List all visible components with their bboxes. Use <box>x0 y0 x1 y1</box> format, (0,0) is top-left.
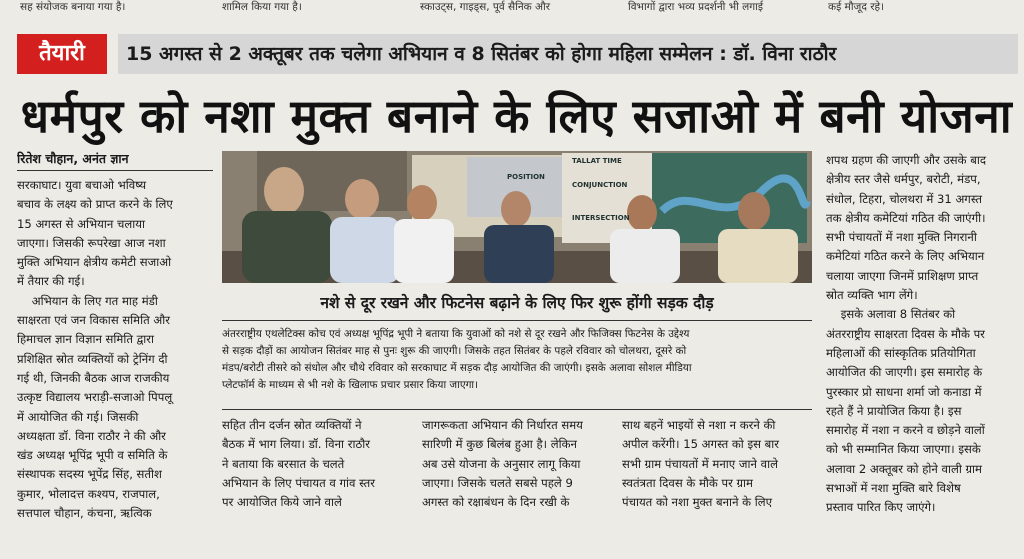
col5-line: महिलाओं की सांस्कृतिक प्रतियोगिता <box>826 345 976 360</box>
photo-rule <box>222 320 812 321</box>
col3-line: अब उसे योजना के अनुसार लागू किया <box>422 456 581 471</box>
col1-line: 15 अगस्त से अभियान चलाया <box>17 216 145 231</box>
board-label: CONJUNCTION <box>572 181 628 189</box>
col5-line: सभाओं में नशा मुक्ति बारे विशेष <box>826 481 961 496</box>
col3-line: अगस्त को रक्षाबंधन के दिन रखी के <box>422 495 570 510</box>
col5-line: संधोल, टिहरा, चोलथरा में 31 अगस्त <box>826 191 982 206</box>
col2-line: बैठक में भाग लिया। डॉ. विना राठौर <box>222 437 370 452</box>
col1-line: प्रशिक्षित स्रोत व्यक्तियों को ट्रेनिंग दी <box>17 351 168 366</box>
col2-line: पर आयोजित किये जाने वाले <box>222 495 342 510</box>
col1-line: अभियान के लिए गत माह मंडी <box>17 293 158 308</box>
subheadline: 15 अगस्त से 2 अक्तूबर तक चलेगा अभियान व 8 सितंबर को होगा महिला सम्मेलन : डॉ. विना राठौर <box>118 34 1018 74</box>
meeting-photo <box>222 151 812 283</box>
col5-line: तक क्षेत्रीय कमेटियां गठित की जाएंगी। <box>826 210 986 225</box>
col1-line: सत्तपाल चौहान, कंचना, ऋत्विक <box>17 506 152 521</box>
col4-line: पंचायत को नशा मुक्त बनाने के लिए <box>622 495 773 510</box>
col2-line: सहित तीन दर्जन स्रोत व्यक्तियों ने <box>222 418 362 432</box>
col1-line: कुमार, भोलादत्त कश्यप, राजपाल, <box>17 486 160 501</box>
top-strip-text: स्काउट्स, गाइड्स, पूर्व सैनिक और <box>420 1 551 13</box>
column-2 <box>222 416 414 512</box>
col4-line: साथ बहनें भाइयों से नशा न करने की <box>622 418 776 432</box>
col1-line: में आयोजित की गई। जिसकी <box>17 409 139 424</box>
col5-line: सभी पंचायतों में नशा मुक्ति निगरानी <box>826 230 977 245</box>
column-3 <box>422 416 614 512</box>
column-1 <box>17 176 215 523</box>
top-strip-text: कई मौजूद रहे। <box>828 1 885 13</box>
board-label: INTERSECTION <box>572 214 630 222</box>
col1-line: गई थी, जिनकी बैठक आज राजकीय <box>17 370 170 385</box>
col5-line: पुरस्कार प्रो साधना शर्मा जो कनाडा में <box>826 384 982 399</box>
photo-story-line: मंडप/बरोटी तीसरे को संधोल और चौथे रविवार को सरकाघाट में सड़क दौड़ आयोजित की जाएंगी। इसके अलावा सोशल मीडिया <box>222 362 692 374</box>
col1-line: अध्यक्षता डॉ. विना राठौर ने की और <box>17 428 166 443</box>
col1-line: मुक्ति अभियान क्षेत्रीय कमेटी सजाओ <box>17 255 172 270</box>
col1-line: सरकाघाट। युवा बचाओ भविष्य <box>17 178 147 192</box>
column-5 <box>826 151 1022 518</box>
col5-line: रहते हैं ने प्रायोजित किया है। इस <box>826 403 962 418</box>
byline: रितेश चौहान, अनंत ज्ञान <box>17 151 129 166</box>
top-strip-text: शामिल किया गया है। <box>222 1 302 13</box>
col3-line: सारिणी में कुछ बिलंब हुआ है। लेकिन <box>422 437 577 452</box>
col1-line: उत्कृष्ट विद्यालय भराड़ी-सजाओ पिपलू <box>17 390 173 405</box>
col1-line: साक्षरता एवं जन विकास समिति और <box>17 313 171 328</box>
photo-story-line: से सड़क दौड़ों का आयोजन सितंबर माह से पुनः शुरू की जाएगी। जिसके तहत सितंबर के पहले रविवार को चोलथरा, दूसरे को <box>222 345 687 357</box>
col5-line: कमेटियां गठित करने के लिए अभियान <box>826 249 985 264</box>
col1-line: संस्थापक सदस्य भूपेंद्र सिंह, सतीश <box>17 467 162 482</box>
section-tag: तैयारी <box>17 34 107 74</box>
col4-line: अपील करेंगी। 15 अगस्त को इस बार <box>622 437 780 452</box>
col3-line: जागरूकता अभियान की निर्धारत समय <box>422 418 583 432</box>
col1-line: में तैयार की गई। <box>17 274 85 289</box>
col2-line: अभियान के लिए पंचायत व गांव स्तर <box>222 475 376 490</box>
col4-line: सभी ग्राम पंचायतों में मनाए जाने वाले <box>622 456 778 471</box>
col5-line: आयोजित की जाएगी। इस समारोह के <box>826 365 983 380</box>
top-strip-text: विभागों द्वारा भव्य प्रदर्शनी भी लगाई <box>628 1 764 13</box>
col1-line: खंड अध्यक्ष भूपिंद्र भूपी व समिति के <box>17 448 168 463</box>
col5-line: अंतरराष्ट्रीय साक्षरता दिवस के मौके पर <box>826 326 985 341</box>
col5-line: शपथ ग्रहण की जाएगी और उसके बाद <box>826 153 986 167</box>
meeting-photo-art <box>222 151 812 283</box>
col5-line: इसके अलावा 8 सितंबर को <box>826 307 956 322</box>
col4-line: स्वतंत्रता दिवस के मौके पर ग्राम <box>622 475 753 490</box>
board-label: TALLAT TIME <box>572 157 622 165</box>
byline-rule <box>17 170 213 171</box>
col1-line: जाएगा। जिसकी रूपरेखा आज नशा <box>17 235 166 250</box>
col5-line: को भी सम्मानित किया जाएगा। इसके <box>826 442 981 457</box>
photo-box-bottom-rule <box>222 409 812 410</box>
col1-line: हिमाचल ज्ञान विज्ञान समिति द्वारा <box>17 332 155 347</box>
headline: धर्मपुर को नशा मुक्त बनाने के लिए सजाओ में बनी योजना <box>20 89 1013 143</box>
col5-line: स्रोत व्यक्ति भाग लेंगे। <box>826 288 918 303</box>
photo-story-line: प्लेटफॉर्म के माध्यम से भी नशे के खिलाफ प्रचार प्रसार किया जाएगा। <box>222 379 479 391</box>
col5-line: चलाया जाएगा जिनमें प्राशिक्षण प्राप्त <box>826 268 979 283</box>
photo-headline: नशे से दूर रखने और फिटनेस बढ़ाने के लिए फिर शुरू होंगी सड़क दौड़ <box>320 294 714 312</box>
col3-line: जाएगा। जिसके चलते सबसे पहले 9 <box>422 475 573 490</box>
col5-line: प्रस्ताव पारित किए जाएंगे। <box>826 500 936 515</box>
col1-line: बचाव के लक्ष्य को प्राप्त करने के लिए <box>17 197 173 212</box>
column-4 <box>622 416 814 512</box>
col5-line: अलावा 2 अक्तूबर को होने वाली ग्राम <box>826 461 982 476</box>
board-label: POSITION <box>507 173 545 181</box>
col5-line: समारोह में नशा न करने व छोड़ने वालों <box>826 423 985 438</box>
top-strip-text: सह संयोजक बनाया गया है। <box>20 1 126 13</box>
photo-story-line: अंतरराष्ट्रीय एथलेटिक्स कोच एवं अध्यक्ष भूपिंद्र भूपी ने बताया कि युवाओं को नशे से दूर रखने और फिजिक्स फिटनेस के उद्देश्य <box>222 328 690 340</box>
col2-line: ने बताया कि बरसात के चलते <box>222 456 345 471</box>
photo-story <box>222 326 812 412</box>
col5-line: क्षेत्रीय स्तर जैसे धर्मपुर, बरोटी, मंडप, <box>826 172 981 187</box>
